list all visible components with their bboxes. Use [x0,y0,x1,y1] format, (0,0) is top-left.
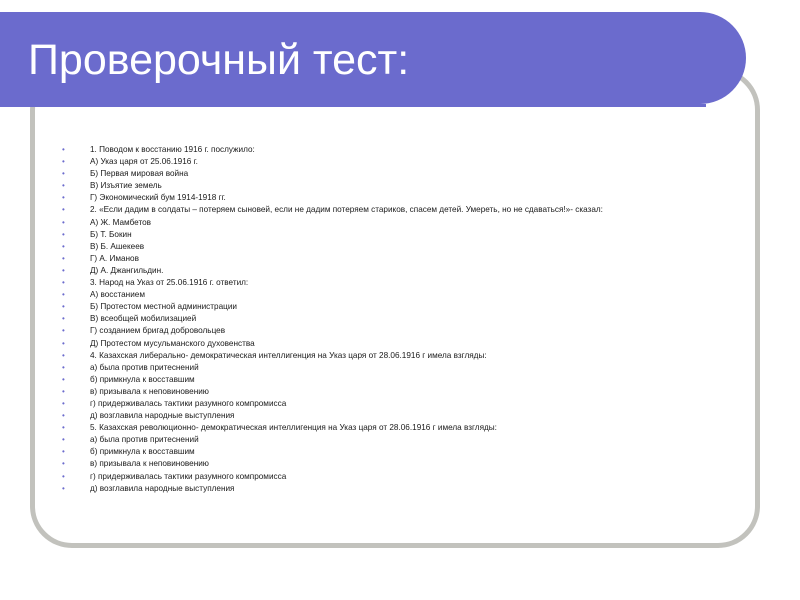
bullet-icon: • [62,265,65,275]
list-item-text: Г) созданием бригад добровольцев [90,326,226,336]
bullet-icon: • [62,193,65,203]
list-item-text: Д) Протестом мусульманского духовенства [90,338,255,348]
bullet-icon: • [62,241,65,251]
list-item [62,254,732,264]
list-item [62,266,732,276]
list-item [62,242,732,252]
list-item-text: а) была против притеснений [90,435,199,445]
list-item [62,181,732,191]
list-item-text: 3. Народ на Указ от 25.06.1916 г. ответил: [90,278,249,288]
list-item-text: Д) А. Джангильдин. [90,265,164,275]
bullet-icon: • [62,169,65,179]
list-item [62,326,732,336]
list-item-text: А) восстанием [90,290,145,300]
bullet-icon: • [62,362,65,372]
list-item-text: 5. Казахская революционно- демократическая интеллигенция на Указ царя от 28.06.1916 г имела взгляды: [90,423,497,433]
list-item-text: г) придерживалась тактики разумного компромисса [90,398,287,408]
list-item-text: в) призывала к неповиновению [90,386,209,396]
list-item [62,375,732,385]
bullet-icon: • [62,374,65,384]
bullet-icon: • [62,398,65,408]
list-item [62,193,732,203]
list-item-text: В) Изъятие земель [90,181,162,191]
list-item-text: г) придерживалась тактики разумного компромисса [90,471,287,481]
bullet-icon: • [62,314,65,324]
list-item [62,447,732,457]
list-item-text: д) возглавила народные выступления [90,483,235,493]
list-item [62,218,732,228]
bullet-icon: • [62,471,65,481]
list-item [62,230,732,240]
bullet-icon: • [62,386,65,396]
list-item-text: Г) А. Иманов [90,253,139,263]
list-item [62,145,732,155]
bullet-icon: • [62,411,65,421]
list-item-text: Г) Экономический бум 1914-1918 гг. [90,193,226,203]
bullet-icon: • [62,302,65,312]
list-item-text: Б) Протестом местной администрации [90,302,237,312]
list-item-text: в) призывала к неповиновению [90,459,209,469]
list-item-text: а) была против притеснений [90,362,199,372]
list-item [62,459,732,469]
bullet-icon: • [62,217,65,227]
list-item [62,302,732,312]
list-item [62,169,732,179]
bullet-icon: • [62,459,65,469]
list-item [62,351,732,361]
bullet-icon: • [62,350,65,360]
list-item-text: А) Указ царя от 25.06.1916 г. [90,157,198,167]
list-item-text: 1. Поводом к восстанию 1916 г. послужило: [90,145,255,154]
bullet-icon: • [62,338,65,348]
list-item [62,339,732,349]
list-item-text: Б) Т. Бокин [90,229,132,239]
list-item [62,314,732,324]
list-item [62,387,732,397]
bullet-icon: • [62,157,65,167]
list-item [62,205,732,215]
bullet-icon: • [62,326,65,336]
list-item [62,472,732,482]
list-item [62,278,732,288]
list-item-text: д) возглавила народные выступления [90,411,235,421]
bullet-icon: • [62,253,65,263]
list-item [62,290,732,300]
list-item-text: б) примкнула к восставшим [90,447,195,457]
list-item [62,399,732,409]
list-item [62,411,732,421]
slide-title: Проверочный тест: [28,36,410,84]
bullet-icon: • [62,447,65,457]
list-item-text: А) Ж. Мамбетов [90,217,152,227]
title-underline [0,104,706,107]
list-item-text: Б) Первая мировая война [90,169,189,179]
list-item [62,363,732,373]
bullet-icon: • [62,423,65,433]
list-item-text: В) Б. Ашекеев [90,241,145,251]
bullet-icon: • [62,483,65,493]
list-item [62,484,732,494]
bullet-icon: • [62,229,65,239]
list-item-text: б) примкнула к восставшим [90,374,195,384]
bullet-icon: • [62,435,65,445]
list-item [62,157,732,167]
bullet-icon: • [62,145,65,154]
bullet-icon: • [62,205,65,215]
list-item-text: 2. «Если дадим в солдаты – потеряем сыновей, если не дадим потеряем стариков, спасем детей. Умереть, но не сдаваться!»- сказал: [90,205,603,215]
slide-content [62,145,732,496]
bullet-icon: • [62,278,65,288]
list-item [62,423,732,433]
list-item [62,435,732,445]
question-list [62,145,732,494]
list-item-text: 4. Казахская либерально- демократическая интеллигенция на Указ царя от 28.06.1916 г имела взгляды: [90,350,487,360]
list-item-text: В) всеобщей мобилизацией [90,314,197,324]
bullet-icon: • [62,290,65,300]
bullet-icon: • [62,181,65,191]
